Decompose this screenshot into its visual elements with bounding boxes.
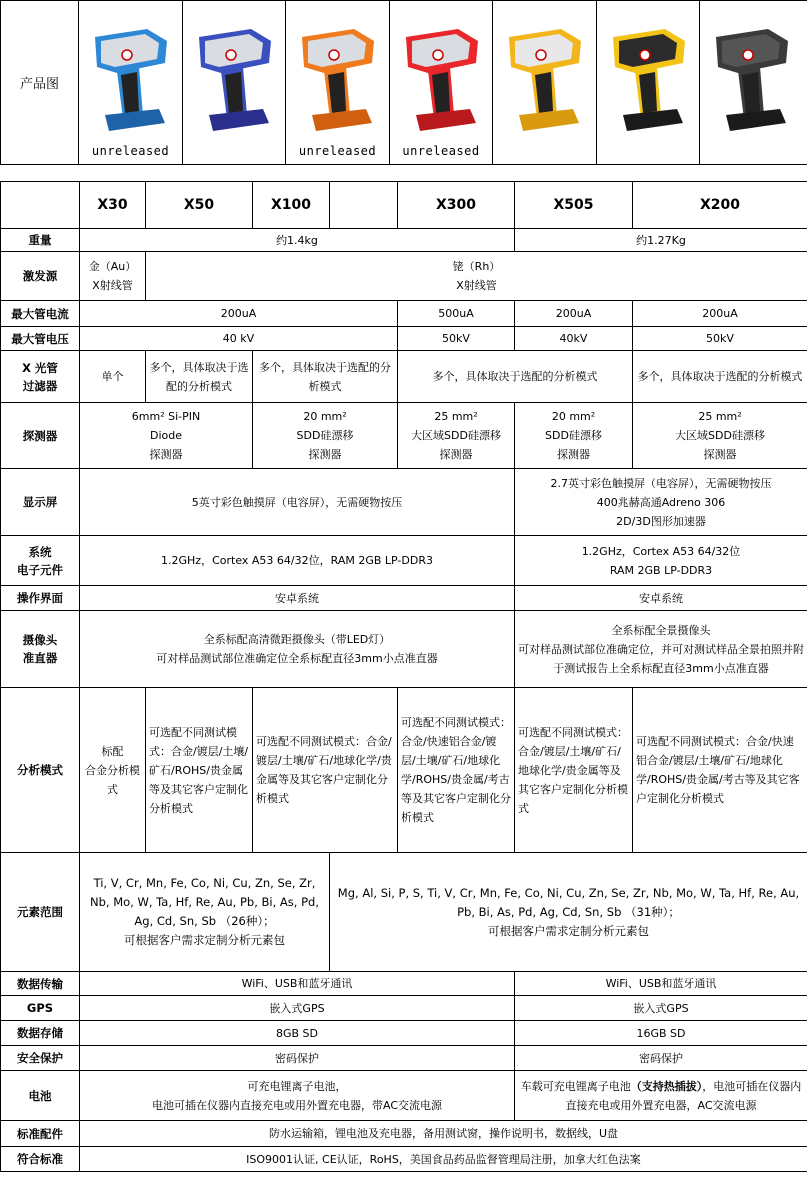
- label-voltage: 最大管电压: [1, 327, 80, 351]
- label-standards: 符合标准: [1, 1147, 80, 1172]
- row-storage: [1, 1021, 807, 1046]
- model-x200: X200: [633, 182, 807, 229]
- display-b: 2.7英寸彩色触摸屏（电容屏），无需硬物按压 400兆赫高通Adreno 306 2D/3D图形加速器: [515, 469, 807, 536]
- label-battery: 电池: [1, 1071, 80, 1121]
- label-display: 显示屏: [1, 469, 80, 536]
- analyzer-gun-icon: [191, 23, 277, 141]
- os-a: 安卓系统: [80, 586, 515, 611]
- label-accessories: 标准配件: [1, 1121, 80, 1147]
- product-image-x200: [700, 0, 807, 165]
- analyzer-battery-base: [726, 109, 786, 131]
- row-elements: [1, 853, 807, 972]
- row-modes: [1, 688, 807, 853]
- voltage-a: 40 kV: [80, 327, 398, 351]
- model-x300: X300: [398, 182, 515, 229]
- analyzer-gun-icon: [501, 23, 587, 141]
- filter-e: 多个，具体取决于选配的分析模式: [633, 351, 807, 403]
- product-image-x300-red: [390, 0, 493, 165]
- model-header-blank: [1, 182, 80, 229]
- row-filter: [1, 351, 807, 403]
- security-a: 密码保护: [80, 1046, 515, 1071]
- label-elements: 元素范围: [1, 853, 80, 972]
- standards-a: ISO9001认证, CE认证，RoHS，美国食品药品监督管理局注册，加拿大红色法案: [80, 1147, 807, 1172]
- elements-a: Ti, V, Cr, Mn, Fe, Co, Ni, Cu, Zn, Se, Zr, Nb, Mo, W, Ta, Hf, Re, Au, Pb, Bi, As, Pd, Ag, Cd, Sn, Sb （26种）； 可根据客户需求定制分析元素包: [80, 853, 330, 972]
- electronics-a: 1.2GHz，Cortex A53 64/32位，RAM 2GB LP-DDR3: [80, 536, 515, 586]
- filter-c: 多个，具体取决于选配的分析模式: [253, 351, 398, 403]
- label-weight: 重量: [1, 229, 80, 252]
- model-header-row: [1, 182, 807, 229]
- filter-d: 多个，具体取决于选配的分析模式: [398, 351, 633, 403]
- row-display: [1, 469, 807, 536]
- spec-table: [0, 181, 807, 1172]
- filter-b: 多个，具体取决于选配的分析模式: [146, 351, 253, 403]
- row-voltage: [1, 327, 807, 351]
- model-x50: X50: [146, 182, 253, 229]
- camera-a: 全系标配高清微距摄像头（带LED灯） 可对样品测试部位准确定位全系标配直径3mm小点准直器: [80, 611, 515, 688]
- modes-e: 可选配不同测试模式：合金/镀层/土壤/矿石/地球化学/贵金属等及其它客户定制化分析模式: [515, 688, 633, 853]
- row-current: [1, 301, 807, 327]
- row-transfer: [1, 972, 807, 996]
- modes-f: 可选配不同测试模式：合金/快速铝合金/镀层/土壤/矿石/地球化学/ROHS/贵金属/考古等及其它客户定制化分析模式: [633, 688, 807, 853]
- voltage-b: 50kV: [398, 327, 515, 351]
- analyzer-logo: [433, 50, 443, 60]
- modes-d: 可选配不同测试模式：合金/快速铝合金/镀层/土壤/矿石/地球化学/ROHS/贵金属/考古等及其它客户定制化分析模式: [398, 688, 515, 853]
- label-source: 激发源: [1, 252, 80, 301]
- source-a: 金（Au） X射线管: [80, 252, 146, 301]
- row-camera: [1, 611, 807, 688]
- security-b: 密码保护: [515, 1046, 807, 1071]
- filter-a: 单个: [80, 351, 146, 403]
- label-camera: 摄像头 准直器: [1, 611, 80, 688]
- current-d: 200uA: [633, 301, 807, 327]
- label-modes: 分析模式: [1, 688, 80, 853]
- transfer-a: WiFi、USB和蓝牙通讯: [80, 972, 515, 996]
- model-x100: X100: [253, 182, 330, 229]
- analyzer-battery-base: [209, 109, 269, 131]
- analyzer-battery-base: [519, 109, 579, 131]
- detector-b: 20 mm² SDD硅漂移 探测器: [253, 403, 398, 469]
- weight-b: 约1.27Kg: [515, 229, 807, 252]
- current-c: 200uA: [515, 301, 633, 327]
- label-electronics: 系统 电子元件: [1, 536, 80, 586]
- analyzer-gun-icon: [294, 23, 380, 141]
- analyzer-battery-base: [105, 109, 165, 131]
- product-image-x505: [597, 0, 700, 165]
- gps-b: 嵌入式GPS: [515, 996, 807, 1021]
- current-a: 200uA: [80, 301, 398, 327]
- voltage-c: 40kV: [515, 327, 633, 351]
- electronics-b: 1.2GHz，Cortex A53 64/32位 RAM 2GB LP-DDR3: [515, 536, 807, 586]
- label-detector: 探测器: [1, 403, 80, 469]
- analyzer-logo: [122, 50, 132, 60]
- unreleased-note: unreleased: [298, 144, 377, 158]
- analyzer-gun-icon: [87, 23, 173, 141]
- product-image-x30: [79, 0, 183, 165]
- analyzer-battery-base: [416, 109, 476, 131]
- battery-b-bold: （支持热插拔）: [630, 1079, 703, 1093]
- analyzer-logo: [640, 50, 650, 60]
- accessories-a: 防水运输箱，锂电池及充电器，备用测试窗，操作说明书，数据线，U盘: [80, 1121, 807, 1147]
- weight-a: 约1.4kg: [80, 229, 515, 252]
- model-blank: [330, 182, 398, 229]
- os-b: 安卓系统: [515, 586, 807, 611]
- row-os: [1, 586, 807, 611]
- unreleased-note: unreleased: [91, 144, 170, 158]
- battery-b-pre: 车载可充电锂离子电池: [520, 1079, 631, 1093]
- model-x30: X30: [80, 182, 146, 229]
- row-standards: [1, 1147, 807, 1172]
- detector-c: 25 mm² 大区域SDD硅漂移 探测器: [398, 403, 515, 469]
- storage-b: 16GB SD: [515, 1021, 807, 1046]
- analyzer-logo: [536, 50, 546, 60]
- row-security: [1, 1046, 807, 1071]
- product-image-x300: [493, 0, 597, 165]
- display-a: 5英寸彩色触摸屏（电容屏），无需硬物按压: [80, 469, 515, 536]
- analyzer-battery-base: [312, 109, 372, 131]
- detector-e: 25 mm² 大区域SDD硅漂移 探测器: [633, 403, 807, 469]
- model-x505: X505: [515, 182, 633, 229]
- product-image-x100: [286, 0, 390, 165]
- current-b: 500uA: [398, 301, 515, 327]
- label-current: 最大管电流: [1, 301, 80, 327]
- analyzer-logo: [226, 50, 236, 60]
- detector-a: 6mm² Si-PIN Diode 探测器: [80, 403, 253, 469]
- analyzer-gun-icon: [605, 23, 691, 141]
- row-battery: [1, 1071, 807, 1121]
- label-storage: 数据存储: [1, 1021, 80, 1046]
- modes-b: 可选配不同测试模式：合金/镀层/土壤/矿石/ROHS/贵金属等及其它客户定制化分析模式: [146, 688, 253, 853]
- row-gps: [1, 996, 807, 1021]
- product-image-x50: [183, 0, 286, 165]
- row-weight: [1, 229, 807, 252]
- label-security: 安全保护: [1, 1046, 80, 1071]
- analyzer-battery-base: [623, 109, 683, 131]
- analyzer-gun-icon: [398, 23, 484, 141]
- label-os: 操作界面: [1, 586, 80, 611]
- modes-c: 可选配不同测试模式：合金/镀层/土壤/矿石/地球化学/贵金属等及其它客户定制化分析模式: [253, 688, 398, 853]
- row-accessories: [1, 1121, 807, 1147]
- voltage-d: 50kV: [633, 327, 807, 351]
- battery-b: [515, 1071, 807, 1121]
- transfer-b: WiFi、USB和蓝牙通讯: [515, 972, 807, 996]
- storage-a: 8GB SD: [80, 1021, 515, 1046]
- product-image-row: [0, 0, 807, 165]
- row-detector: [1, 403, 807, 469]
- source-b: 铑（Rh） X射线管: [146, 252, 807, 301]
- analyzer-logo: [329, 50, 339, 60]
- row-source: [1, 252, 807, 301]
- analyzer-logo: [743, 50, 753, 60]
- elements-b: Mg, Al, Si, P, S, Ti, V, Cr, Mn, Fe, Co, Ni, Cu, Zn, Se, Zr, Nb, Mo, W, Ta, Hf, Re, Au, Pb, Bi, As, Pd, Ag, Cd, Sn, Sb （31种）； 可根据客户需求定制分析元素包: [330, 853, 807, 972]
- label-gps: GPS: [1, 996, 80, 1021]
- gps-a: 嵌入式GPS: [80, 996, 515, 1021]
- unreleased-note: unreleased: [402, 144, 480, 158]
- label-transfer: 数据传输: [1, 972, 80, 996]
- product-image-label: 产品图: [0, 0, 79, 165]
- battery-a: 可充电锂离子电池， 电池可插在仪器内直接充电或用外置充电器，带AC交流电源: [80, 1071, 515, 1121]
- row-electronics: [1, 536, 807, 586]
- battery-b-post: ，电池可插在仪器内直接充电或用外置充电器，AC交流电源: [565, 1079, 802, 1112]
- detector-d: 20 mm² SDD硅漂移 探测器: [515, 403, 633, 469]
- analyzer-gun-icon: [708, 23, 794, 141]
- label-filter: X 光管 过滤器: [1, 351, 80, 403]
- modes-a: 标配 合金分析模式: [80, 688, 146, 853]
- camera-b: 全系标配全景摄像头 可对样品测试部位准确定位，并可对测试样品全景拍照并附于测试报告上全系标配直径3mm小点准直器: [515, 611, 807, 688]
